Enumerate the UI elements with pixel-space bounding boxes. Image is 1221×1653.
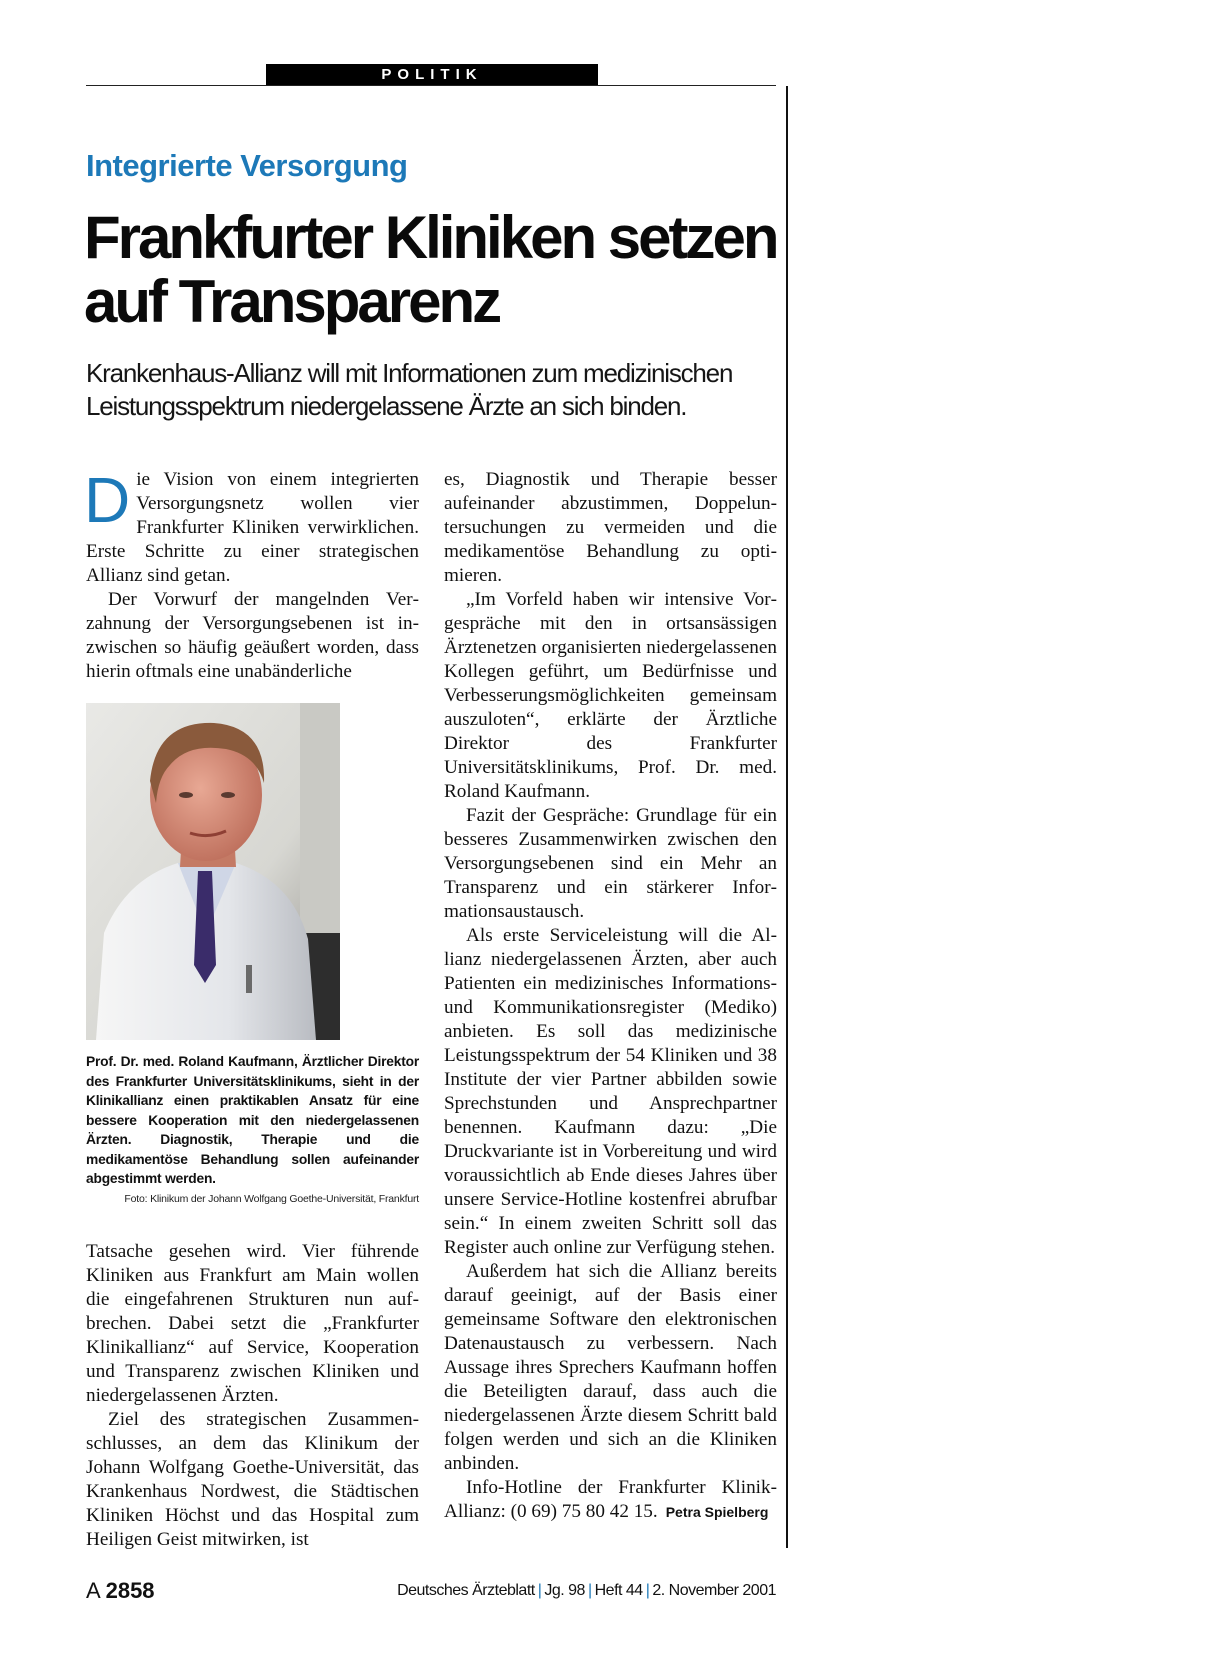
page-prefix: A bbox=[86, 1578, 100, 1603]
page-number-value: 2858 bbox=[105, 1578, 155, 1603]
kicker: Integrierte Versorgung bbox=[86, 148, 408, 183]
dropcap: D bbox=[84, 464, 131, 536]
article-paragraph: Tatsache gesehen wird. Vier führende Kliniken aus Frankfurt am Main wollen die eingefahrenen Strukturen nun aufbrechen. Dabei setzt die „Frankfurter Klinikallianz“ auf Service, Kooperation und Transparenz zwischen Kliniken und niedergelassenen Ärzten. bbox=[86, 1241, 419, 1406]
article-column-left-top bbox=[84, 464, 419, 684]
photo-caption: Prof. Dr. med. Roland Kaufmann, Ärztlicher Direktor des Frankfurter Universitätsklinikums, sieht in der Klinikallianz einen praktikablen Ansatz für eine bessere Kooperation mit den niedergelassenen Ärzten. Diagnostik, Therapie und die medikamentöse Behandlung sollen aufeinander abgestimmt werden. bbox=[86, 1054, 419, 1186]
subhead: Krankenhaus-Allianz will mit Informationen zum medizinischen Leistungsspektrum niedergelassene Ärzte an sich binden. bbox=[86, 358, 733, 421]
journal-name: Deutsches Ärzteblatt bbox=[397, 1582, 535, 1599]
page-number bbox=[86, 1578, 155, 1604]
paragraph-text: Info-Hotline der Frankfurter Klinik-Allianz: (0 69) 75 80 42 15. bbox=[444, 1477, 777, 1522]
article-paragraph: es, Diagnostik und Therapie besser aufeinander abzustimmen, Doppeluntersuchungen zu vermeiden und die medikamentöse Behandlung zu optimieren. bbox=[444, 469, 777, 586]
article-paragraph: Außerdem hat sich die Allianz bereits darauf geeinigt, auf der Basis einer gemeinsame Software den elektronischen Datenaustausch zu verbessern. Nach Aussage ihres Sprechers Kaufmann hoffen die Beteiligten darauf, dass auch die niedergelassenen Ärzte diesem Schritt bald folgen werden und sich an die Kliniken anbinden. bbox=[444, 1261, 777, 1474]
photo-credit: Foto: Klinikum der Johann Wolfgang Goethe-Universität, Frankfurt bbox=[124, 1193, 419, 1205]
article-paragraph: „Im Vorfeld haben wir intensive Vorgespräche mit den in ortsansässigen Ärztenetzen organisierten niedergelassenen Kollegen geführt, um Bedürfnisse und Verbesserungsmöglichkeiten gemeinsam auszuloten“, erklärte der Ärztliche Direktor des Frankfurter Universitätsklinikums, Prof. Dr. med. Roland Kaufmann. bbox=[444, 589, 777, 802]
article-paragraph: Der Vorwurf der mangelnden Verzahnung der Versorgungsebenen ist inzwischen so häufig geäußert worden, dass hierin oftmals eine unabänderliche bbox=[86, 589, 419, 682]
section-rule bbox=[86, 85, 776, 86]
footer-publication-info bbox=[380, 1582, 776, 1600]
separator: | bbox=[587, 1582, 592, 1599]
section-label: POLITIK bbox=[266, 64, 598, 85]
article-paragraph: Als erste Serviceleistung will die Allianz niedergelassenen Ärzten, aber auch Patienten ein medizinisches Informations- und Kommunikationsregister (Mediko) anbieten. Es soll das medizinische Leistungsspektrum der 54 Kliniken und 38 Institute der vier Partner abbilden sowie Sprechstunden und Ansprechpartner benennen. Kaufmann dazu: „Die Druckvariante ist in Vorbereitung und wird voraussichtlich ab Ende dieses Jahres über unsere Service-Hotline kostenfrei abrufbar sein.“ In einem zweiten Schritt soll das Register auch online zur Verfügung stehen. bbox=[444, 925, 777, 1258]
portrait-photo bbox=[86, 703, 340, 1040]
paragraph-text: ie Vision von einem integrierten Versorgungsnetz wollen vier Frankfurter Kliniken verwirklichen. Erste Schritte zu einer strategischen Allianz sind getan. bbox=[86, 469, 419, 586]
journal-issue: Heft 44 bbox=[594, 1582, 643, 1599]
column-divider bbox=[786, 86, 788, 1548]
article-paragraph bbox=[84, 464, 419, 588]
journal-volume: Jg. 98 bbox=[544, 1582, 585, 1599]
article-column-left-bottom bbox=[86, 1240, 419, 1552]
author-byline: Petra Spielberg bbox=[665, 1504, 769, 1520]
separator: | bbox=[537, 1582, 542, 1599]
separator: | bbox=[645, 1582, 650, 1599]
article-paragraph: Ziel des strategischen Zusammenschlusses, an dem das Klinikum der Johann Wolfgang Goethe-Universität, das Krankenhaus Nordwest, die Städtischen Kliniken Höchst und das Hospital zum Heiligen Geist mitwirken, ist bbox=[86, 1409, 419, 1550]
article-paragraph: Fazit der Gespräche: Grundlage für ein besseres Zusammenwirken zwischen den Versorgungsebenen sind ein Mehr an Transparenz und ein stärkerer Informationsaustausch. bbox=[444, 805, 777, 922]
issue-date: 2. November 2001 bbox=[652, 1582, 776, 1599]
headline: Frankfurter Kliniken setzen auf Transparenz bbox=[84, 204, 777, 335]
article-column-right bbox=[444, 468, 777, 1524]
article-paragraph bbox=[444, 1476, 777, 1524]
